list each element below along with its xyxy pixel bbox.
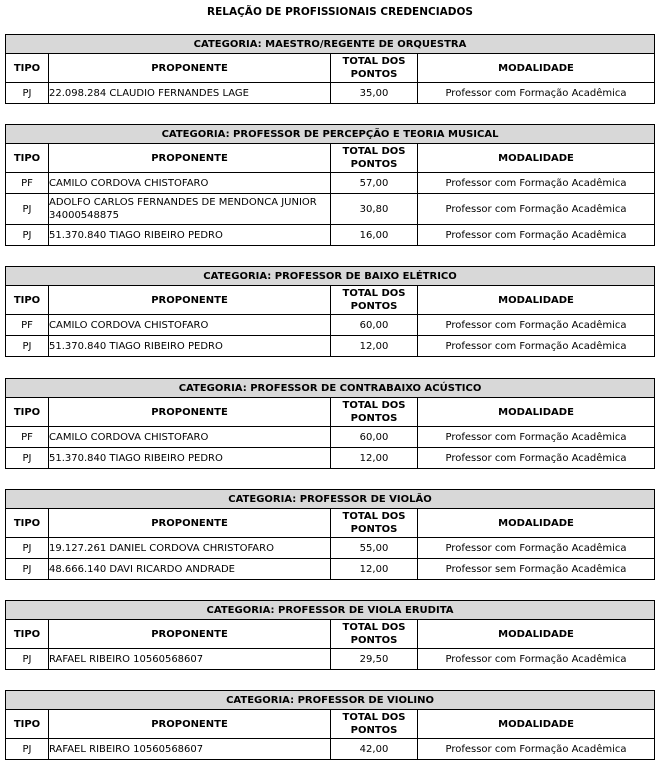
- table-row: [6, 315, 655, 336]
- column-header-tipo: TIPO: [6, 710, 49, 739]
- cell-tipo: PJ: [6, 649, 49, 670]
- table-row: [6, 336, 655, 357]
- category-table: [5, 378, 655, 469]
- cell-pontos: 12,00: [331, 336, 418, 357]
- cell-proponente: 22.098.284 CLAUDIO FERNANDES LAGE: [49, 83, 331, 104]
- cell-modalidade: Professor com Formação Acadêmica: [418, 448, 655, 469]
- column-header-pontos: TOTAL DOS PONTOS: [331, 54, 418, 83]
- category-title: CATEGORIA: PROFESSOR DE CONTRABAIXO ACÚSTICO: [6, 379, 655, 398]
- cell-tipo: PJ: [6, 194, 49, 225]
- cell-proponente: ADOLFO CARLOS FERNANDES DE MENDONCA JUNIOR 34000548875: [49, 194, 331, 225]
- column-header-tipo: TIPO: [6, 54, 49, 83]
- column-header-proponente: PROPONENTE: [49, 509, 331, 538]
- cell-pontos: 55,00: [331, 538, 418, 559]
- cell-pontos: 12,00: [331, 559, 418, 580]
- column-header-modalidade: MODALIDADE: [418, 620, 655, 649]
- cell-proponente: 51.370.840 TIAGO RIBEIRO PEDRO: [49, 448, 331, 469]
- cell-tipo: PF: [6, 173, 49, 194]
- cell-pontos: 60,00: [331, 315, 418, 336]
- cell-proponente: RAFAEL RIBEIRO 10560568607: [49, 739, 331, 760]
- column-header-modalidade: MODALIDADE: [418, 398, 655, 427]
- cell-modalidade: Professor com Formação Acadêmica: [418, 83, 655, 104]
- category-table: [5, 690, 655, 760]
- cell-pontos: 60,00: [331, 427, 418, 448]
- column-header-proponente: PROPONENTE: [49, 398, 331, 427]
- cell-tipo: PJ: [6, 538, 49, 559]
- cell-pontos: 35,00: [331, 83, 418, 104]
- table-row: [6, 194, 655, 225]
- category-title: CATEGORIA: PROFESSOR DE VIOLÃO: [6, 490, 655, 509]
- cell-tipo: PF: [6, 315, 49, 336]
- table-row: [6, 649, 655, 670]
- column-header-tipo: TIPO: [6, 286, 49, 315]
- column-header-tipo: TIPO: [6, 509, 49, 538]
- category-table: [5, 34, 655, 104]
- column-header-proponente: PROPONENTE: [49, 54, 331, 83]
- category-table: [5, 489, 655, 580]
- column-header-modalidade: MODALIDADE: [418, 54, 655, 83]
- cell-modalidade: Professor com Formação Acadêmica: [418, 225, 655, 246]
- column-header-proponente: PROPONENTE: [49, 286, 331, 315]
- cell-modalidade: Professor sem Formação Acadêmica: [418, 559, 655, 580]
- column-header-proponente: PROPONENTE: [49, 620, 331, 649]
- column-header-tipo: TIPO: [6, 144, 49, 173]
- cell-modalidade: Professor com Formação Acadêmica: [418, 427, 655, 448]
- cell-tipo: PJ: [6, 448, 49, 469]
- table-row: [6, 559, 655, 580]
- cell-tipo: PJ: [6, 225, 49, 246]
- category-table: [5, 124, 655, 246]
- table-row: [6, 427, 655, 448]
- cell-proponente: CAMILO CORDOVA CHISTOFARO: [49, 427, 331, 448]
- cell-pontos: 42,00: [331, 739, 418, 760]
- cell-proponente: 51.370.840 TIAGO RIBEIRO PEDRO: [49, 225, 331, 246]
- table-row: [6, 225, 655, 246]
- cell-proponente: CAMILO CORDOVA CHISTOFARO: [49, 315, 331, 336]
- cell-proponente: 19.127.261 DANIEL CORDOVA CHRISTOFARO: [49, 538, 331, 559]
- cell-proponente: 51.370.840 TIAGO RIBEIRO PEDRO: [49, 336, 331, 357]
- cell-tipo: PF: [6, 427, 49, 448]
- cell-modalidade: Professor com Formação Acadêmica: [418, 173, 655, 194]
- table-row: [6, 83, 655, 104]
- column-header-proponente: PROPONENTE: [49, 710, 331, 739]
- cell-modalidade: Professor com Formação Acadêmica: [418, 739, 655, 760]
- column-header-pontos: TOTAL DOS PONTOS: [331, 286, 418, 315]
- cell-pontos: 16,00: [331, 225, 418, 246]
- cell-tipo: PJ: [6, 336, 49, 357]
- cell-modalidade: Professor com Formação Acadêmica: [418, 315, 655, 336]
- column-header-modalidade: MODALIDADE: [418, 710, 655, 739]
- column-header-pontos: TOTAL DOS PONTOS: [331, 509, 418, 538]
- cell-pontos: 12,00: [331, 448, 418, 469]
- cell-pontos: 30,80: [331, 194, 418, 225]
- table-row: [6, 173, 655, 194]
- cell-proponente: 48.666.140 DAVI RICARDO ANDRADE: [49, 559, 331, 580]
- cell-tipo: PJ: [6, 559, 49, 580]
- category-title: CATEGORIA: PROFESSOR DE VIOLA ERUDITA: [6, 601, 655, 620]
- column-header-pontos: TOTAL DOS PONTOS: [331, 710, 418, 739]
- cell-proponente: CAMILO CORDOVA CHISTOFARO: [49, 173, 331, 194]
- category-table: [5, 600, 655, 670]
- category-table: [5, 266, 655, 357]
- category-title: CATEGORIA: PROFESSOR DE BAIXO ELÉTRICO: [6, 267, 655, 286]
- cell-pontos: 57,00: [331, 173, 418, 194]
- column-header-tipo: TIPO: [6, 398, 49, 427]
- column-header-pontos: TOTAL DOS PONTOS: [331, 620, 418, 649]
- category-title: CATEGORIA: PROFESSOR DE VIOLINO: [6, 691, 655, 710]
- cell-modalidade: Professor com Formação Acadêmica: [418, 538, 655, 559]
- cell-modalidade: Professor com Formação Acadêmica: [418, 336, 655, 357]
- table-row: [6, 739, 655, 760]
- category-title: CATEGORIA: PROFESSOR DE PERCEPÇÃO E TEORIA MUSICAL: [6, 125, 655, 144]
- cell-modalidade: Professor com Formação Acadêmica: [418, 194, 655, 225]
- column-header-modalidade: MODALIDADE: [418, 144, 655, 173]
- column-header-pontos: TOTAL DOS PONTOS: [331, 398, 418, 427]
- cell-tipo: PJ: [6, 83, 49, 104]
- cell-pontos: 29,50: [331, 649, 418, 670]
- column-header-pontos: TOTAL DOS PONTOS: [331, 144, 418, 173]
- column-header-tipo: TIPO: [6, 620, 49, 649]
- cell-tipo: PJ: [6, 739, 49, 760]
- document-title: RELAÇÃO DE PROFISSIONAIS CREDENCIADOS: [207, 6, 473, 18]
- column-header-proponente: PROPONENTE: [49, 144, 331, 173]
- column-header-modalidade: MODALIDADE: [418, 286, 655, 315]
- cell-proponente: RAFAEL RIBEIRO 10560568607: [49, 649, 331, 670]
- category-title: CATEGORIA: MAESTRO/REGENTE DE ORQUESTRA: [6, 35, 655, 54]
- table-row: [6, 538, 655, 559]
- cell-modalidade: Professor com Formação Acadêmica: [418, 649, 655, 670]
- table-row: [6, 448, 655, 469]
- column-header-modalidade: MODALIDADE: [418, 509, 655, 538]
